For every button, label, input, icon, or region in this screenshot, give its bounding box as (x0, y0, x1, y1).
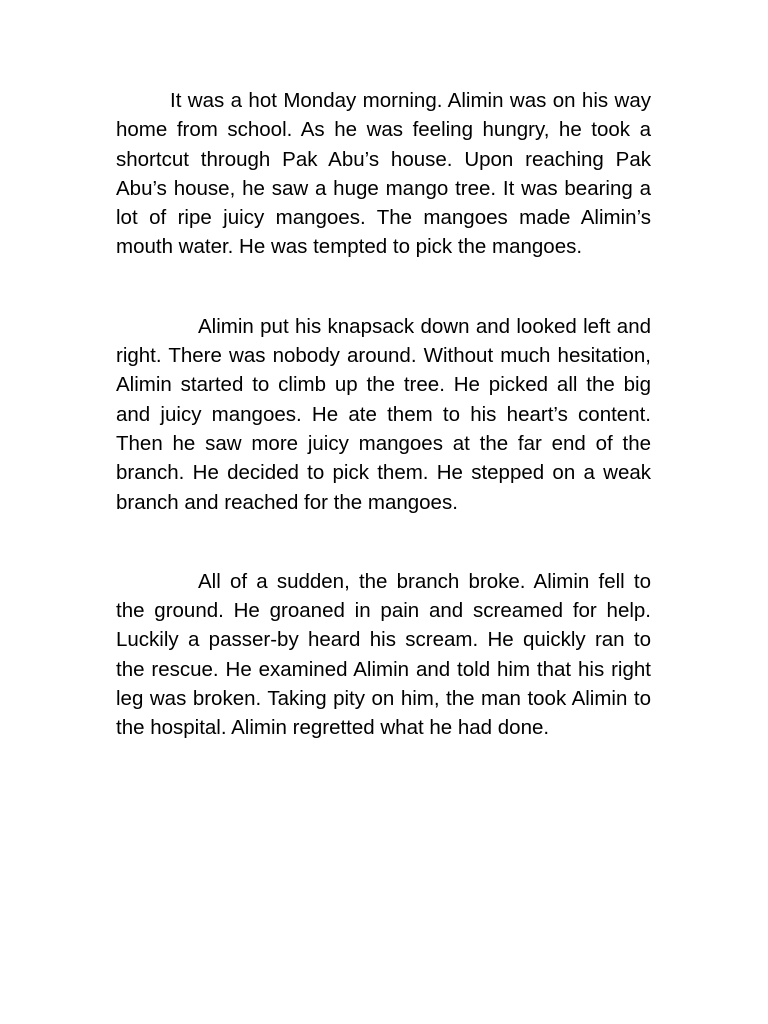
story-paragraph-1: It was a hot Monday morning. Alimin was on his way home from school. As he was feeling hungry, he took a shortcut through Pak Abu’s house. Upon reaching Pak Abu’s house, he saw a huge mango tree. It was bearing a lot of ripe juicy mangoes. The mangoes made Alimin’s mouth water. He was tempted to pick the mangoes. (116, 89, 651, 259)
story-body (116, 86, 651, 743)
story-paragraph-3: All of a sudden, the branch broke. Alimin fell to the ground. He groaned in pain and screamed for help. Luckily a passer-by heard his scream. He quickly ran to the rescue. He examined Alimin and told him that his right leg was broken. Taking pity on him, the man took Alimin to the hospital. Alimin regretted what he had done. (116, 569, 651, 740)
story-paragraph-2: Alimin put his knapsack down and looked left and right. There was nobody around. Without much hesitation, Alimin started to climb up the tree. He picked all the big and juicy mangoes. He ate them to his heart’s content. Then he saw more juicy mangoes at the far end of the branch. He decided to pick them. He stepped on a weak branch and reached for the mangoes. (116, 314, 651, 514)
